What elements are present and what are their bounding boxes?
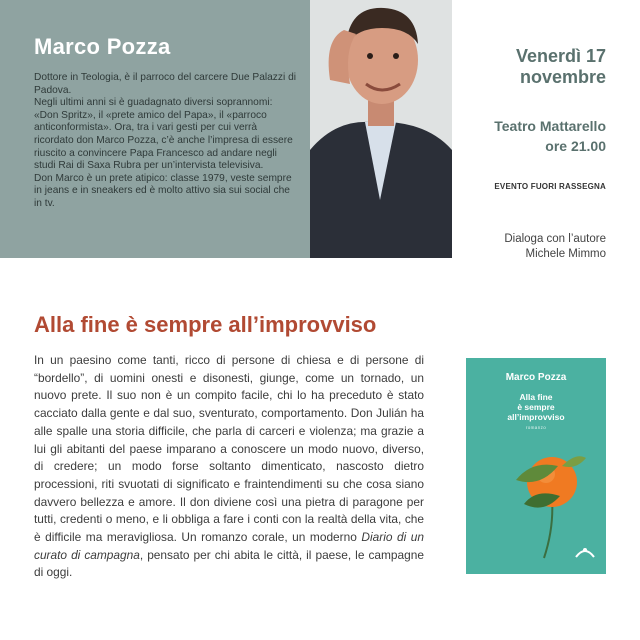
book-cover <box>466 358 606 574</box>
event-info <box>452 0 640 258</box>
event-date <box>516 46 606 88</box>
event-dialog <box>504 232 606 262</box>
event-venue-time <box>494 116 606 156</box>
publisher-logo <box>574 543 596 566</box>
book-title: Alla fine è sempre all’improvviso <box>34 312 377 337</box>
synopsis-italic-title: Diario di un curato di campagna <box>34 530 424 562</box>
event-date-day: Venerdì 17 <box>515 46 606 66</box>
bio-paragraph: Negli ultimi anni si è guadagnato diversi soprannomi: «Don Spritz», il «prete amico del Papa», il «parroco anticonformista». Ora, tra i vari gesti per cui verrà ricordato don Marco Pozza, c’è anche l’impresa di essere riuscito a convincere Papa Francesco ad andare negli studi Rai di Saxa Rubra per un’intervista televisiva. <box>34 97 293 172</box>
orange-fruit-illustration <box>466 358 606 574</box>
event-date-month: novembre <box>519 67 606 87</box>
author-name: Marco Pozza <box>34 34 171 59</box>
cover-title-line: è sempre <box>517 402 555 412</box>
author-photo <box>310 0 452 258</box>
cover-title-line: Alla fine <box>519 392 553 402</box>
event-moderator: Michele Mimmo <box>525 248 606 260</box>
author-bio <box>34 72 296 211</box>
bio-paragraph: Don Marco è un prete atipico: classe 1979, veste sempre in jeans e in sneakers ed è molto attivo sia sui social che in tv. <box>34 172 292 209</box>
event-venue: Teatro Mattarello <box>494 118 606 134</box>
event-dialog-line: Dialoga con l’autore <box>504 233 606 245</box>
cover-genre: romanzo <box>525 425 547 430</box>
event-time: ore 21.00 <box>545 138 606 154</box>
event-tag: EVENTO FUORI RASSEGNA <box>494 182 606 191</box>
cover-title-line: all’improvviso <box>507 412 565 422</box>
book-synopsis <box>34 352 424 582</box>
synopsis-paragraph <box>34 352 424 582</box>
author-photo-illustration <box>310 0 452 258</box>
synopsis-text: In un paesino come tanti, ricco di persone di chiesa e di persone di “bordello”, di uomini onesti e disonesti, giunge, come un tornado, un nuovo prete. Il suo non è un compito facile, chi lo ha preceduto è stato cacciato dalla gente e dal suo, sventurato, comportamento. Don Julián ha alle spalle una storia difficile, che parla di carceri e violenza; ma grazie a lui gli abitanti del paese imparano a conoscere un modo nuovo, diverso, di credere; un modo forse soltanto dimenticato, nascosto dietro processioni, riti svuotati di significato e fraintendimenti su che cosa siano davvero bellezza e amore. Il don diviene così una pietra di paragone per tutti, credenti o meno, e li obbliga a fare i conti con la realtà della vita, che è difficile ma meravigliosa. Un romanzo corale, un moderno <box>34 353 424 545</box>
bio-paragraph: Dottore in Teologia, è il parroco del carcere Due Palazzi di Padova. <box>34 72 296 96</box>
author-panel <box>0 0 310 258</box>
cover-author: Marco Pozza <box>505 372 567 383</box>
synopsis-text-end: , pensato per chi abita le città, il paese, le campagne di oggi. <box>34 547 424 580</box>
san-paolo-logo <box>574 543 596 561</box>
